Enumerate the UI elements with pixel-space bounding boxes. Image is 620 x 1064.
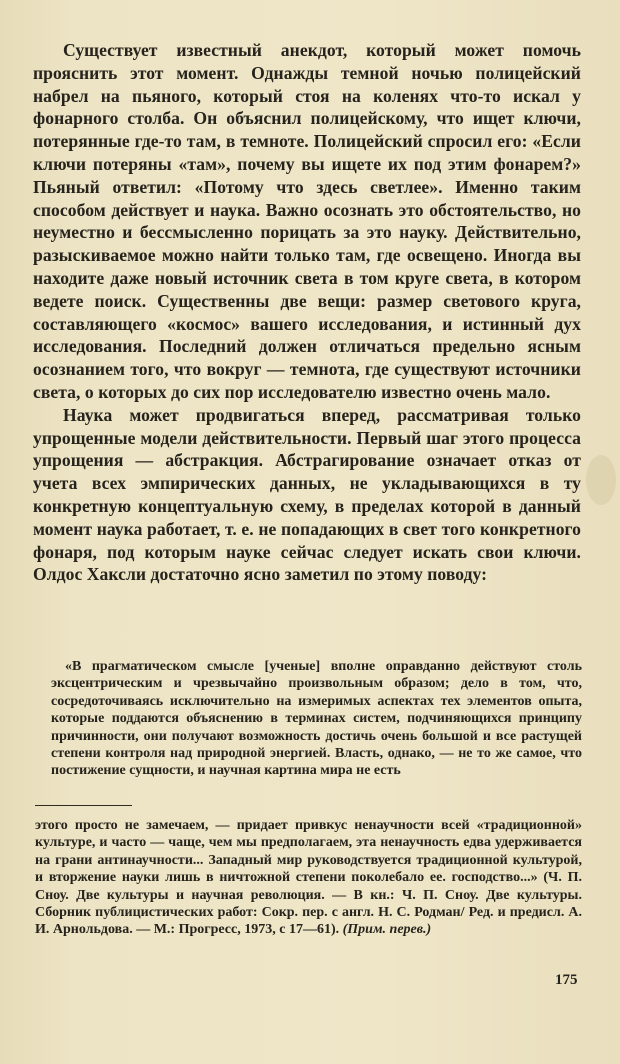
main-text bbox=[33, 39, 581, 586]
footnote-divider bbox=[35, 805, 132, 806]
huxley-quote: «В прагматическом смысле [ученые] вполне оправданно действуют столь эксцентрическим и чрезвычайно произвольным образом; дело в том, что, сосредоточиваясь исключительно на измеримых аспектах тех элементов опыта, которые поддаются объяснению в терминах систем, подчиняющихся принципу причинности, они получают возможность достичь очень большой и все растущей степени контроля над природной энергией. Власть, однако, — не то же самое, что постижение сущности, и научная картина мира не есть bbox=[51, 659, 582, 779]
translator-note: (Прим. перев.) bbox=[342, 922, 432, 938]
paragraph-abstraction: Наука может продвигаться вперед, рассматривая только упрощенные модели действительности. Первый шаг этого процесса упрощения — абстракция. Абстрагирование означает отказ от учета всех эмпирических данных, не укладывающихся в ту конкретную концептуальную схему, в пределах которой в данный момент наука работает, т. е. не попадающих в свет того конкретного фонаря, под которым науке сейчас следует искать свои ключи. Олдос Хаксли достаточно ясно заметил по этому поводу: bbox=[33, 404, 581, 585]
footnote-text: этого просто не замечаем, — придает привкус ненаучности всей «традиционной» культуре, и часто — чаще, чем мы предполагаем, эта ненаучность едва удерживается на грани антинаучности... Западный мир руководствуется традиционной культурой, и вторжение науки лишь в ничтожной степени поколебало ее. господство...» (Ч. П. Сноу. Две культуры и научная революция. — В кн.: Ч. П. Сноу. Две культуры. Сборник публицистических работ: Сокр. пер. с англ. Н. С. Родман/ Ред. и предисл. А. И. Арнольдова. — М.: Прогресс, 1973, с 17—61). bbox=[35, 818, 582, 938]
paper-stain bbox=[586, 455, 616, 505]
page-number: 175 bbox=[555, 972, 578, 988]
footnote bbox=[35, 817, 582, 939]
paragraph-anecdote: Существует известный анекдот, который может помочь прояснить этот момент. Однажды темной ночью полицейский набрел на пьяного, который стоя на коленях что-то искал у фонарного столба. Он объяснил полицейскому, что ищет ключи, потерянные где-то там, в темноте. Полицейский спросил его: «Если ключи потеряны «там», почему вы ищете их под этим фонарем?» Пьяный ответил: «Потому что здесь светлее». Именно таким способом действует и наука. Важно осознать это обстоятельство, но неуместно и бессмысленно порицать за это науку. Действительно, разыскиваемое можно найти только там, где освещено. Иногда вы находите даже новый источник света в том круге света, в котором ведете поиск. Существенны две вещи: размер светового круга, составляющего «космос» вашего исследования, и истинный дух исследования. Последний должен отличаться предельно ясным осознанием того, что вокруг — темнота, где существуют источники света, о которых до сих пор исследователю известно очень мало. bbox=[33, 40, 581, 402]
